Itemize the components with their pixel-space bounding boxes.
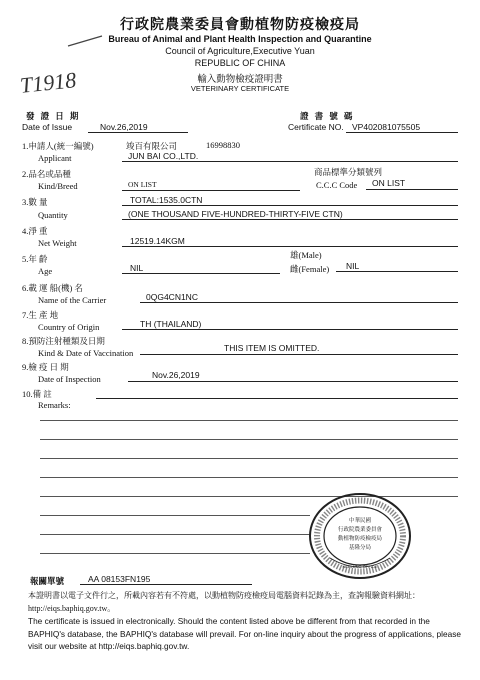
male-label: 雄(Male) [290,250,322,260]
remarks-label: Remarks: [38,400,71,410]
female-label: 雌(Female) [290,264,330,274]
age-label-zh: 5.年 齡 [22,254,48,264]
issue-date-label: Date of Issue [22,122,73,132]
quantity-value: TOTAL:1535.0CTN [130,195,203,205]
certificate-title: VETERINARY CERTIFICATE [190,84,290,93]
footer-note: The certificate is issued in electronically. Should the content listed above be different from that recorded in the BAPHIQ's database, the BAPHIQ's database will prevail. For on-line inquiry about the progress of applications, please visit our website at http://eiqs.baphiq.gov.tw. [28,616,461,651]
vaccination-label-zh: 8.預防注射種類及日期 [22,336,105,346]
certificate-number-label-zh: 證 書 號 碼 [300,111,355,121]
kind-value: ON LIST [128,180,157,189]
footer-note-zh: 本證明書以電子文件行之，所載內容若有不符處，以動植物防疫檢疫局電腦資料記錄為主，查詢報驗資料網址：http://eiqs.baphiq.gov.tw。 [28,591,420,613]
inspection-date-label-zh: 9.檢 疫 日 期 [22,362,69,372]
kind-label-zh: 2.品名或品種 [22,169,71,179]
quantity-label: Quantity [38,210,68,220]
certificate-number-label: Certificate NO. [288,122,344,132]
pen-mark-icon [66,34,106,48]
origin-value: TH (THAILAND) [140,319,202,329]
council-name: Council of Agriculture,Executive Yuan [165,46,315,56]
stamp-line-3: 動植物防疫檢疫局 [337,536,382,542]
handwritten-note: T1918 [18,67,78,98]
carrier-label: Name of the Carrier [38,295,107,305]
net-weight-value: 12519.14KGM [130,236,185,246]
sex-value: NIL [346,261,360,271]
applicant-value: JUN BAI CO.,LTD. [128,151,199,161]
issue-date-label-zh: 發 證 日 期 [26,111,81,121]
ccc-code-value: ON LIST [372,178,406,188]
vaccination-value: THIS ITEM IS OMITTED. [224,343,320,353]
customs-number-label-zh: 報關單號 [30,576,65,586]
ccc-code-label: C.C.C Code [316,180,358,190]
applicant-name-zh: 竣百有限公司 [126,141,178,151]
net-weight-label-zh: 4.淨 重 [22,226,48,236]
origin-label-zh: 7.生 產 地 [22,310,59,320]
country-name: REPUBLIC OF CHINA [194,58,286,68]
applicant-label-zh: 1.申請人(統一編號) [22,141,94,151]
ccc-code-label-zh: 商品標準分類號列 [314,167,383,177]
kind-label: Kind/Breed [38,181,78,191]
official-stamp [308,492,412,580]
stamp-ring-bottom: KEELUNG OFFICE [342,564,378,569]
bureau-name: Bureau of Animal and Plant Health Inspection and Quarantine [108,34,372,44]
stamp-line-1: 中華民國 [348,518,371,524]
applicant-label: Applicant [38,153,72,163]
applicant-tax-id: 16998830 [206,140,240,150]
age-label: Age [38,266,53,276]
carrier-value: 0QG4CN1NC [146,292,198,302]
title-chinese: 行政院農業委員會動植物防疫檢疫局 [120,18,360,33]
quantity-label-zh: 3.數 量 [22,197,48,207]
inspection-date-value: Nov.26,2019 [152,370,200,380]
vaccination-label: Kind & Date of Vaccination [38,348,134,358]
origin-label: Country of Origin [38,322,100,332]
inspection-date-label: Date of Inspection [38,374,101,384]
customs-number-value: AA 08153FN195 [88,574,151,584]
stamp-line-4: 基隆分局 [348,545,371,551]
certificate-number-value: VP402081075505 [352,122,421,132]
quantity-words: (ONE THOUSAND FIVE-HUNDRED-THIRTY-FIVE CTN) [128,209,343,219]
net-weight-label: Net Weight [38,238,77,248]
certificate-title-chinese: 輸入動物檢疫證明書 [197,75,283,85]
age-value: NIL [130,263,144,273]
issue-date-value: Nov.26,2019 [100,122,148,132]
stamp-line-2: 行政院農業委員會 [337,527,382,533]
carrier-label-zh: 6.載 運 船(機) 名 [22,283,83,293]
remarks-label-zh: 10.備 註 [22,389,52,399]
